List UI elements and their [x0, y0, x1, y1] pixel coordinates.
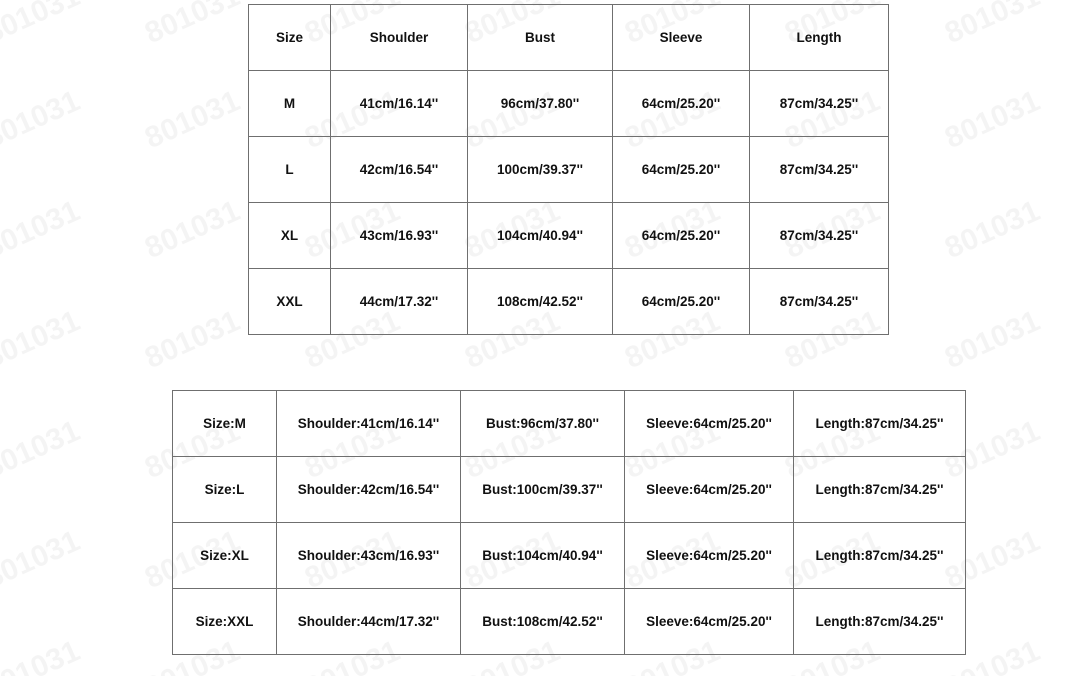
cell-shoulder: 41cm/16.14'' [331, 71, 468, 137]
cell-size: Size:XL [173, 523, 277, 589]
cell-shoulder: 43cm/16.93'' [331, 203, 468, 269]
table-row [249, 203, 889, 269]
cell-bust: Bust:100cm/39.37'' [461, 457, 625, 523]
cell-shoulder: Shoulder:42cm/16.54'' [277, 457, 461, 523]
cell-bust: Bust:108cm/42.52'' [461, 589, 625, 655]
header-length: Length [750, 5, 889, 71]
cell-bust: 100cm/39.37'' [468, 137, 613, 203]
table-header-row [249, 5, 889, 71]
watermark-text [140, 0, 245, 51]
cell-size: M [249, 71, 331, 137]
table-row [173, 523, 966, 589]
cell-sleeve: 64cm/25.20'' [613, 269, 750, 335]
cell-length: Length:87cm/34.25'' [794, 391, 966, 457]
table-row [249, 71, 889, 137]
cell-sleeve: Sleeve:64cm/25.20'' [625, 523, 794, 589]
cell-sleeve: 64cm/25.20'' [613, 137, 750, 203]
watermark-text [0, 524, 85, 596]
cell-sleeve: 64cm/25.20'' [613, 203, 750, 269]
watermark-text [0, 194, 85, 266]
cell-length: Length:87cm/34.25'' [794, 523, 966, 589]
header-shoulder: Shoulder [331, 5, 468, 71]
watermark-text [0, 634, 85, 676]
watermark-text [0, 84, 85, 156]
cell-bust: 96cm/37.80'' [468, 71, 613, 137]
cell-size: XL [249, 203, 331, 269]
cell-bust: 108cm/42.52'' [468, 269, 613, 335]
cell-shoulder: Shoulder:41cm/16.14'' [277, 391, 461, 457]
cell-sleeve: Sleeve:64cm/25.20'' [625, 391, 794, 457]
cell-sleeve: 64cm/25.20'' [613, 71, 750, 137]
watermark-text [0, 0, 85, 51]
cell-shoulder: Shoulder:44cm/17.32'' [277, 589, 461, 655]
cell-shoulder: Shoulder:43cm/16.93'' [277, 523, 461, 589]
cell-size: Size:L [173, 457, 277, 523]
cell-length: 87cm/34.25'' [750, 203, 889, 269]
header-sleeve: Sleeve [613, 5, 750, 71]
cell-length: 87cm/34.25'' [750, 71, 889, 137]
cell-length: Length:87cm/34.25'' [794, 457, 966, 523]
cell-bust: Bust:104cm/40.94'' [461, 523, 625, 589]
cell-length: 87cm/34.25'' [750, 269, 889, 335]
cell-size: L [249, 137, 331, 203]
cell-shoulder: 42cm/16.54'' [331, 137, 468, 203]
table-row [249, 269, 889, 335]
table-row [173, 457, 966, 523]
cell-size: Size:M [173, 391, 277, 457]
cell-size: Size:XXL [173, 589, 277, 655]
header-size: Size [249, 5, 331, 71]
size-chart-table [248, 4, 889, 335]
watermark-text [940, 304, 1045, 376]
watermark-text [140, 304, 245, 376]
cell-size: XXL [249, 269, 331, 335]
cell-length: 87cm/34.25'' [750, 137, 889, 203]
cell-sleeve: Sleeve:64cm/25.20'' [625, 457, 794, 523]
cell-sleeve: Sleeve:64cm/25.20'' [625, 589, 794, 655]
table-row [173, 589, 966, 655]
watermark-text [940, 194, 1045, 266]
cell-length: Length:87cm/34.25'' [794, 589, 966, 655]
header-bust: Bust [468, 5, 613, 71]
watermark-text [140, 84, 245, 156]
cell-bust: Bust:96cm/37.80'' [461, 391, 625, 457]
watermark-text [940, 84, 1045, 156]
watermark-text [140, 194, 245, 266]
watermark-text [0, 304, 85, 376]
watermark-text [0, 414, 85, 486]
size-summary-table [172, 390, 966, 655]
watermark-text [940, 0, 1045, 51]
table-row [249, 137, 889, 203]
table-row [173, 391, 966, 457]
cell-bust: 104cm/40.94'' [468, 203, 613, 269]
cell-shoulder: 44cm/17.32'' [331, 269, 468, 335]
